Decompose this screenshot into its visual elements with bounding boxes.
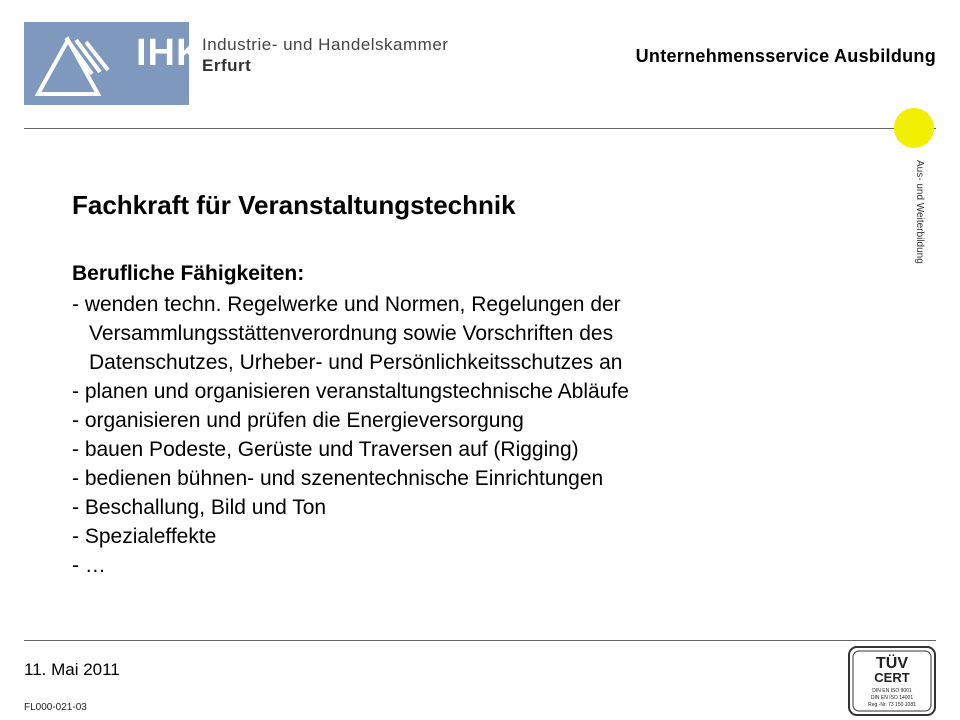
cert-sub: CERT [874, 670, 910, 685]
ihk-wordmark: IHK [136, 32, 205, 74]
list-item: - Spezialeffekte [72, 525, 217, 548]
list-item: - wenden techn. Regelwerke und Normen, Regelungen der [72, 293, 621, 316]
list-item: - bedienen bühnen- und szenentechnische Einrichtungen [72, 467, 604, 490]
tuev-cert-badge-icon [848, 646, 936, 716]
slide-subheading: Berufliche Fähigkeiten: [72, 262, 305, 285]
footer-document-code: FL000-021-03 [24, 702, 87, 713]
org-name-line-1: Industrie- und Handelskammer [202, 35, 449, 54]
list-item: - organisieren und prüfen die Energieversorgung [72, 409, 524, 432]
cert-norm-2: DIN EN ISO 14001 [870, 695, 914, 701]
side-label: Aus- und Weiterbildung [914, 160, 925, 264]
footer-date: 11. Mai 2011 [24, 660, 120, 679]
header-department-title: Unternehmensservice Ausbildung [635, 46, 936, 66]
ihk-logo [24, 22, 205, 105]
list-item: - bauen Podeste, Gerüste und Traversen auf (Rigging) [72, 438, 579, 461]
org-name [202, 34, 448, 76]
cert-norm-1: DIN EN ISO 9001 [872, 688, 912, 694]
list-item: Versammlungsstättenverordnung sowie Vorschriften des [89, 322, 614, 345]
cert-brand: TÜV [876, 655, 908, 672]
org-name-line-2: Erfurt [202, 56, 252, 75]
footer-divider [24, 640, 936, 641]
skill-list [72, 290, 872, 580]
ihk-logo-icon [32, 30, 122, 100]
header-divider [24, 128, 936, 129]
accent-dot [894, 108, 934, 148]
slide-content [72, 260, 872, 580]
list-item: - Beschallung, Bild und Ton [72, 496, 327, 519]
slide-title: Fachkraft für Veranstaltungstechnik [72, 190, 516, 220]
list-item: - … [72, 554, 106, 577]
list-item: - planen und organisieren veranstaltungstechnische Abläufe [72, 380, 629, 403]
list-item: Datenschutzes, Urheber- und Persönlichkeitsschutzes an [89, 351, 623, 374]
cert-reg: Reg.-Nr. 73 150 1081 [868, 702, 916, 708]
